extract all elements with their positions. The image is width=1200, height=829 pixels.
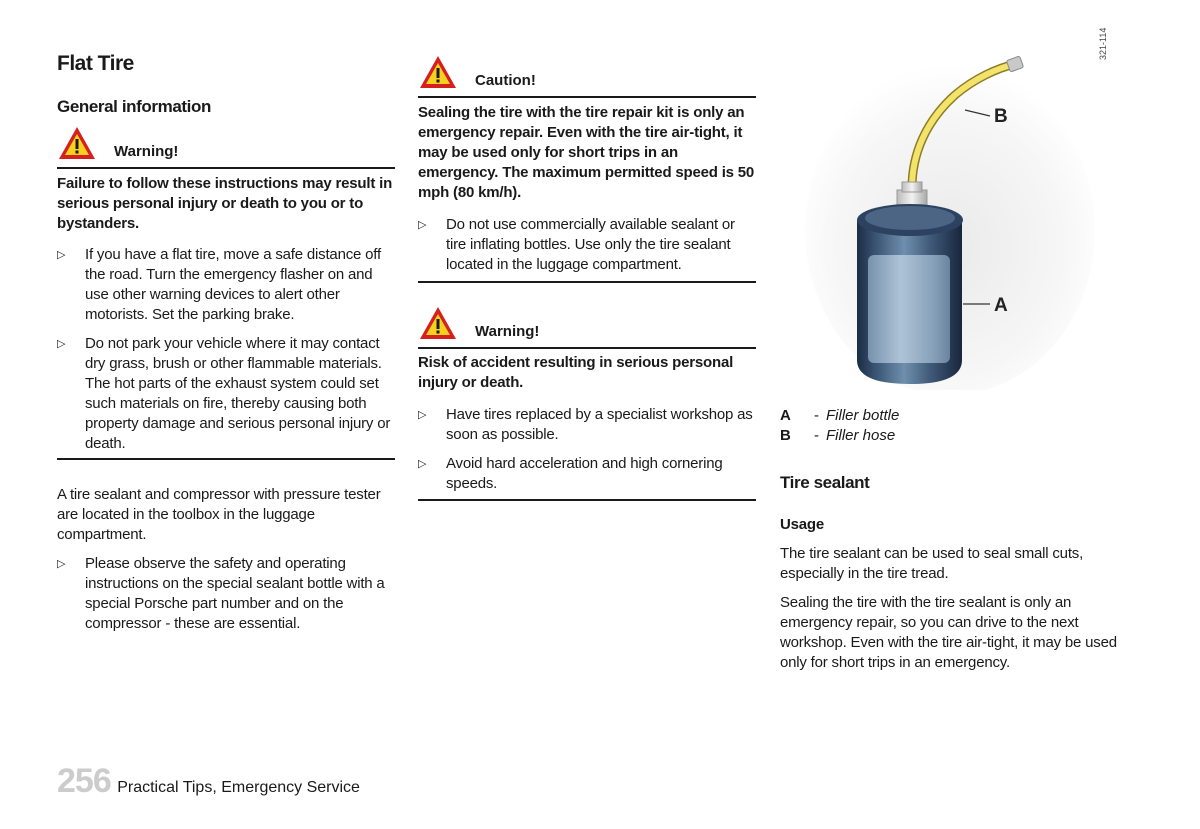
section-heading-general-information: General information bbox=[57, 97, 211, 116]
section-heading-tire-sealant: Tire sealant bbox=[780, 473, 870, 492]
divider bbox=[57, 458, 395, 460]
triangle-right-icon: ▷ bbox=[57, 338, 66, 350]
warning-label: Warning! bbox=[475, 323, 540, 340]
warning-text: Risk of accident resulting in serious personal injury or death. bbox=[418, 354, 734, 391]
list-item: ▷ Do not park your vehicle where it may contact dry grass, brush or other flammable materials. The hot parts of the exhaust system could set such materials on fire, thereby causing both property damage and serious personal injury or death. bbox=[57, 335, 391, 452]
figure-code: 321-114 bbox=[1098, 27, 1108, 60]
triangle-right-icon: ▷ bbox=[418, 219, 427, 231]
divider bbox=[418, 281, 756, 283]
body-paragraph: Sealing the tire with the tire sealant is only an emergency repair, so you can drive to the next workshop. Even with the tire air-tight, it may be used only for short trips in an emergency. bbox=[780, 594, 1117, 671]
triangle-right-icon: ▷ bbox=[418, 458, 427, 470]
list-item: ▷ Avoid hard acceleration and high cornering speeds. bbox=[418, 455, 723, 492]
list-item: ▷ Please observe the safety and operating instructions on the special sealant bottle with a special Porsche part number and on the compressor - these are essential. bbox=[57, 555, 385, 632]
warning-triangle-icon bbox=[418, 305, 458, 341]
warning-triangle-icon bbox=[418, 54, 458, 90]
warning-triangle-icon bbox=[57, 125, 97, 161]
triangle-right-icon: ▷ bbox=[57, 558, 66, 570]
page-footer bbox=[57, 762, 360, 801]
list-item: ▷ Have tires replaced by a specialist workshop as soon as possible. bbox=[418, 406, 753, 443]
divider bbox=[418, 347, 756, 349]
subheading-usage: Usage bbox=[780, 516, 825, 533]
figure-label-a: A bbox=[994, 295, 1008, 316]
warning-box-header bbox=[57, 125, 395, 165]
divider bbox=[418, 96, 756, 98]
caution-text: Sealing the tire with the tire repair kit is only an emergency repair. Even with the tire air-tight, it may be used only for short trips in an emergency. The maximum permitted speed is 50 mph (80 km/h). bbox=[418, 104, 755, 201]
triangle-right-icon: ▷ bbox=[57, 249, 66, 261]
warning-label: Warning! bbox=[114, 143, 179, 160]
body-paragraph: The tire sealant can be used to seal small cuts, especially in the tire tread. bbox=[780, 545, 1084, 582]
warning-text: Failure to follow these instructions may result in serious personal injury or death to you or to bystanders. bbox=[57, 175, 393, 232]
triangle-right-icon: ▷ bbox=[418, 409, 427, 421]
divider bbox=[418, 499, 756, 501]
page-title: Flat Tire bbox=[57, 52, 134, 75]
sealant-bottle-illustration bbox=[800, 50, 1120, 390]
caution-label: Caution! bbox=[475, 72, 536, 89]
list-item: ▷ If you have a flat tire, move a safe distance off the road. Turn the emergency flasher on and use other warning devices to alert other motorists. Set the parking brake. bbox=[57, 246, 381, 323]
warning-box-header bbox=[418, 305, 756, 345]
body-paragraph: A tire sealant and compressor with pressure tester are located in the toolbox in the luggage compartment. bbox=[57, 486, 381, 543]
divider bbox=[57, 167, 395, 169]
page-number: 256 bbox=[57, 762, 111, 800]
footer-title: Practical Tips, Emergency Service bbox=[117, 779, 360, 796]
list-item: ▷ Do not use commercially available sealant or tire inflating bottles. Use only the tire sealant located in the luggage compartment. bbox=[418, 216, 735, 273]
caution-box-header bbox=[418, 54, 756, 94]
figure-label-b: B bbox=[994, 106, 1008, 127]
